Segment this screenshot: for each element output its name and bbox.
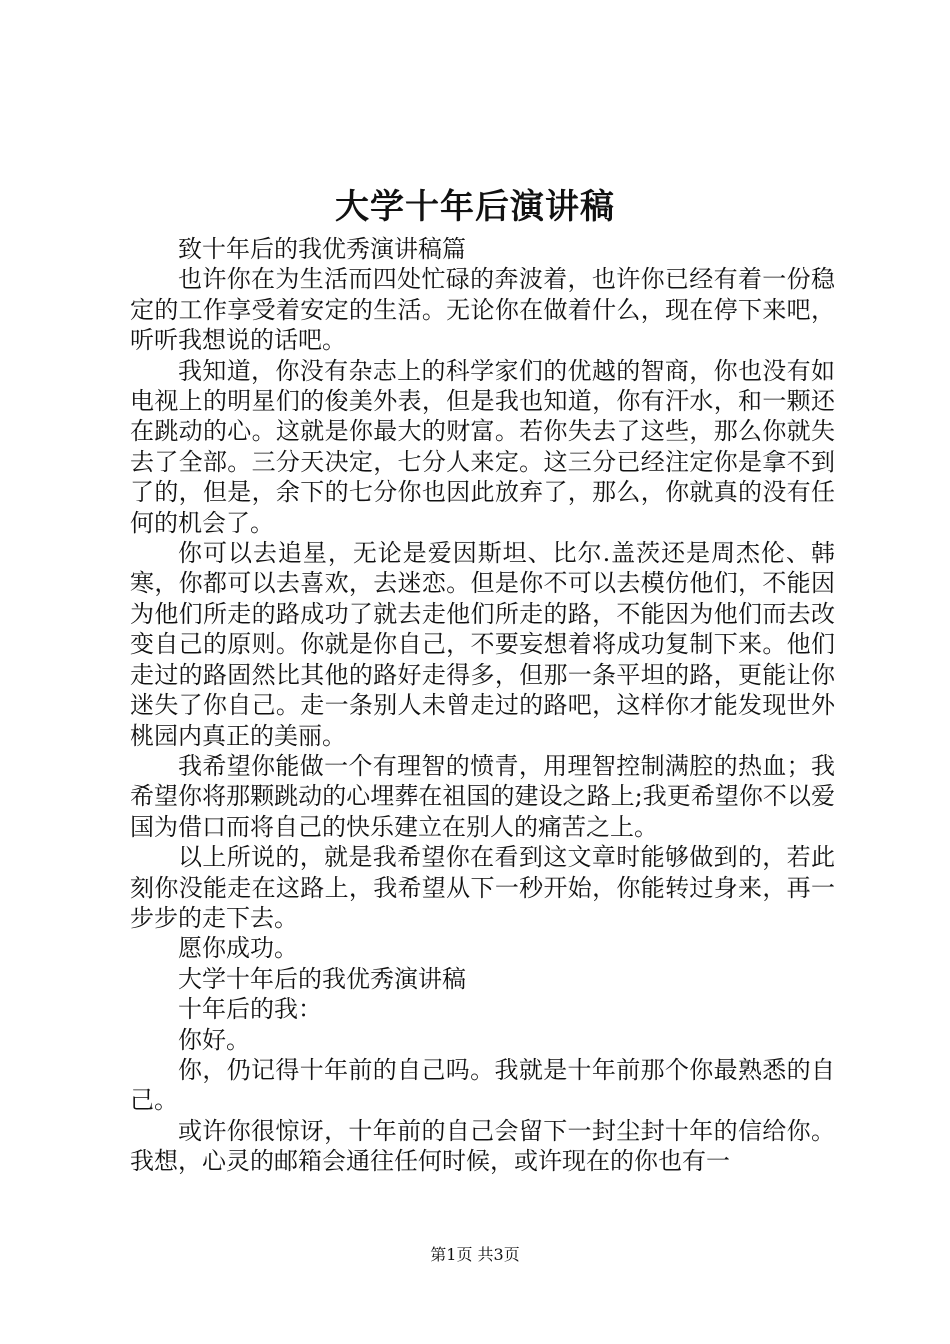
paragraph: 你，仍记得十年前的自己吗。我就是十年前那个你最熟悉的自己。: [130, 1055, 835, 1115]
document-title: 大学十年后演讲稿: [335, 187, 615, 227]
page-footer: 第1页 共3页: [430, 1245, 520, 1264]
paragraph: 十年后的我：: [178, 995, 322, 1024]
paragraph: 或许你很惊讶，十年前的自己会留下一封尘封十年的信给你。我想，心灵的邮箱会通往任何时候，或许现在的你也有一: [130, 1116, 835, 1176]
paragraph: 致十年后的我优秀演讲稿篇: [178, 235, 466, 263]
paragraph: 大学十年后的我优秀演讲稿: [178, 964, 466, 993]
paragraph: 也许你在为生活而四处忙碌的奔波着，也许你已经有着一份稳定的工作享受着安定的生活。无论你在做着什么，现在停下来吧，听听我想说的话吧。: [130, 265, 835, 355]
paragraph: 你好。: [178, 1025, 250, 1054]
paragraph: 我知道，你没有杂志上的科学家们的优越的智商，你也没有如电视上的明星们的俊美外表，但是我也知道，你有汗水，和一颗还在跳动的心。这就是你最大的财富。若你失去了这些，那么你就失去了全部。三分天决定，七分人来定。这三分已经注定你是拿不到了的，但是，余下的七分你也因此放弃了，那么，你就真的没有任何的机会了。: [130, 356, 835, 537]
paragraph: 你可以去追星，无论是爱因斯坦、比尔.盖茨还是周杰伦、韩寒，你都可以去喜欢，去迷恋。但是你不可以去模仿他们，不能因为他们所走的路成功了就去走他们所走的路，不能因为他们而去改变自己的原则。你就是你自己，不要妄想着将成功复制下来。他们走过的路固然比其他的路好走得多，但那一条平坦的路，更能让你迷失了你自己。走一条别人未曾走过的路吧，这样你才能发现世外桃园内真正的美丽。: [130, 539, 835, 750]
paragraph: 我希望你能做一个有理智的愤青，用理智控制满腔的热血；我希望你将那颗跳动的心埋葬在祖国的建设之路上;我更希望你不以爱国为借口而将自己的快乐建立在别人的痛苦之上。: [130, 751, 835, 841]
paragraph: 以上所说的，就是我希望你在看到这文章时能够做到的，若此刻你没能走在这路上，我希望从下一秒开始，你能转过身来，再一步步的走下去。: [130, 843, 835, 932]
document-body: [130, 234, 835, 1177]
paragraph: 愿你成功。: [178, 934, 298, 963]
